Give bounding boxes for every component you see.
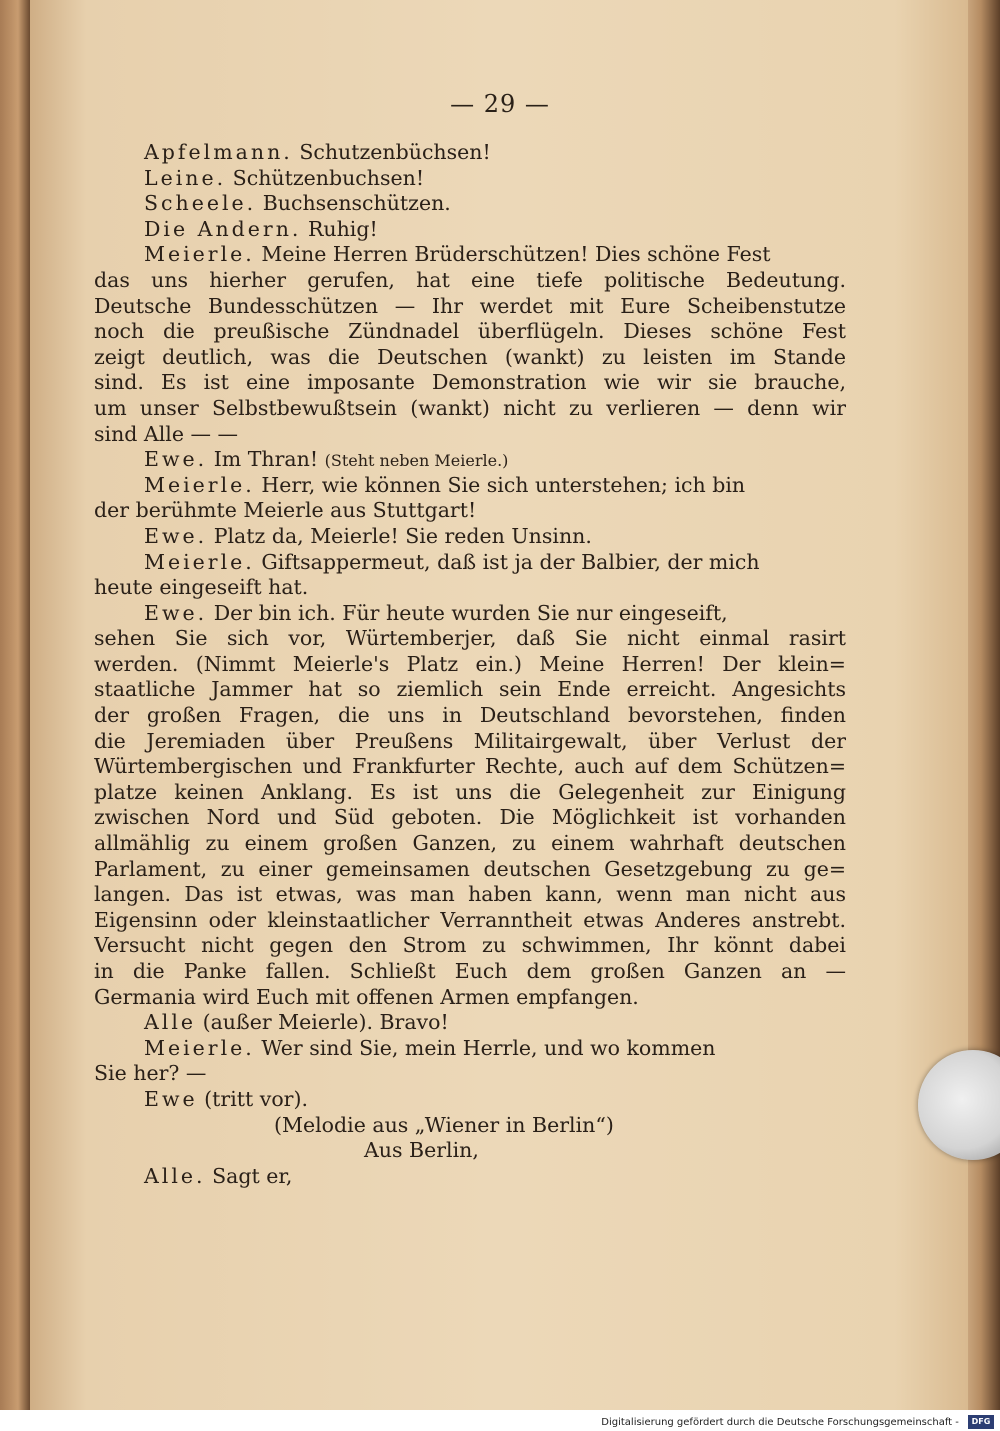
text-line: werden. (Nimmt Meierle's Platz ein.) Meine Herren! Der klein= (94, 651, 846, 676)
text-line: platze keinen Anklang. Es ist uns die Gelegenheit zur Einigung (94, 779, 846, 804)
line-text: Platz da, Meierle! Sie reden Unsinn. (207, 523, 592, 548)
text-line: Deutsche Bundesschützen — Ihr werdet mit Eure Scheibenstutze (94, 293, 846, 318)
speaker-name: Apfelmann. (144, 140, 293, 164)
text-line: der großen Fragen, die uns in Deutschland bevorstehen, finden (94, 703, 846, 728)
text-line: Parlament, zu einer gemeinsamen deutschen Gesetzgebung zu ge= (94, 856, 846, 881)
speaker-name: Leine. (144, 165, 227, 190)
speaker-name: Alle. (144, 1163, 206, 1188)
text-line: sehen Sie sich vor, Würtemberjer, daß Sie nicht einmal rasirt (94, 626, 846, 651)
text-line: allmählig zu einem großen Ganzen, zu einem wahrhaft deutschen (94, 831, 846, 856)
speaker-name: Scheele. (144, 191, 257, 216)
line-text: Meine Herren Brüderschützen! Dies schöne Fest (254, 242, 771, 267)
speaker-name: Ewe. (144, 600, 208, 625)
right-page-edge (968, 0, 1000, 1410)
text-line: heute eingeseift hat. (94, 575, 309, 600)
speaker-name: Meierle. (144, 1035, 255, 1060)
text-line: um unser Selbstbewußtsein (wankt) nicht zu verlieren — denn wir (94, 395, 846, 420)
text-line (94, 550, 846, 576)
line-text: Wer sind Sie, mein Herrle, und wo kommen (254, 1035, 716, 1060)
text-line (94, 601, 846, 627)
text-line: das uns hierher gerufen, hat eine tiefe politische Bedeutung. (94, 267, 846, 292)
line-text: Buchsenschützen. (256, 191, 451, 216)
text-line: sind. Es ist eine imposante Demonstration wie wir sie brauche, (94, 370, 846, 395)
text-line (94, 473, 846, 499)
text-line (94, 242, 846, 268)
speaker-name: Alle (144, 1010, 197, 1035)
line-text: Der bin ich. Für heute wurden Sie nur eingeseift, (207, 600, 728, 625)
text-line: Sie her? — (94, 1061, 207, 1086)
text-line: zeigt deutlich, was die Deutschen (wankt) zu leisten im Stande (94, 344, 846, 369)
left-page-edge (0, 0, 30, 1410)
text-line (94, 1087, 846, 1113)
text-line (94, 1036, 846, 1062)
text-line: in die Panke fallen. Schließt Euch dem großen Ganzen an — (94, 959, 846, 983)
text-line (94, 447, 846, 473)
text-line (94, 524, 846, 550)
text-line: Würtembergischen und Frankfurter Rechte, auch auf dem Schützen= (94, 754, 846, 779)
line-text: Ruhig! (301, 216, 378, 241)
text-line: Aus Berlin, (364, 1138, 479, 1163)
speaker-name: Ewe. (144, 523, 208, 548)
stage-direction: (Steht neben Meierle.) (324, 451, 509, 471)
text-line (94, 1164, 846, 1190)
text-line (94, 1010, 846, 1036)
line-text: Herr, wie können Sie sich unterstehen; ich bin (254, 472, 746, 497)
page-text (94, 140, 846, 1189)
footer-bar (0, 1410, 1000, 1431)
line-text: Giftsappermeut, daß ist ja der Balbier, der mich (254, 549, 760, 574)
text-line: Germania wird Euch mit offenen Armen empfangen. (94, 984, 639, 1009)
line-text: Sagt er, (205, 1163, 293, 1188)
text-line: die Jeremiaden über Preußens Militairgewalt, über Verlust der (94, 728, 846, 753)
dfg-logo: DFG (968, 1415, 994, 1429)
speaker-name: Ewe. (144, 447, 208, 472)
text-line: Eigensinn oder kleinstaatlicher Verranntheit etwas Anderes anstrebt. (94, 907, 846, 932)
speaker-name: Ewe (144, 1086, 198, 1111)
funding-credit: Digitalisierung gefördert durch die Deutsche Forschungsgemeinschaft - (601, 1416, 959, 1428)
line-text: (außer Meierle). Bravo! (196, 1010, 449, 1035)
text-line (94, 166, 846, 192)
text-line: der berühmte Meierle aus Stuttgart! (94, 498, 477, 523)
line-text: Schutzenbüchsen! (292, 140, 491, 164)
text-line (94, 140, 846, 166)
speaker-name: Meierle. (144, 242, 255, 267)
text-line: (Melodie aus „Wiener in Berlin“) (274, 1112, 614, 1137)
text-line: noch die preußische Zündnadel überflügeln. Dieses schöne Fest (94, 319, 846, 344)
text-line: sind Alle — — (94, 421, 239, 446)
text-line (94, 191, 846, 217)
speaker-name: Meierle. (144, 472, 255, 497)
page-number: — 29 — (450, 90, 550, 118)
text-line: zwischen Nord und Süd geboten. Die Möglichkeit ist vorhanden (94, 805, 846, 830)
text-line: Versucht nicht gegen den Strom zu schwimmen, Ihr könnt dabei (94, 933, 846, 958)
book-page (30, 0, 970, 1410)
line-text: Schützenbuchsen! (226, 165, 425, 190)
text-line (94, 217, 846, 243)
text-line: staatliche Jammer hat so ziemlich sein Ende erreicht. Angesichts (94, 677, 846, 702)
speaker-name: Die Andern. (144, 216, 302, 241)
line-text: Im Thran! (207, 447, 325, 472)
text-line: langen. Das ist etwas, was man haben kann, wenn man nicht aus (94, 882, 846, 907)
speaker-name: Meierle. (144, 549, 255, 574)
line-text: (tritt vor). (197, 1086, 308, 1111)
